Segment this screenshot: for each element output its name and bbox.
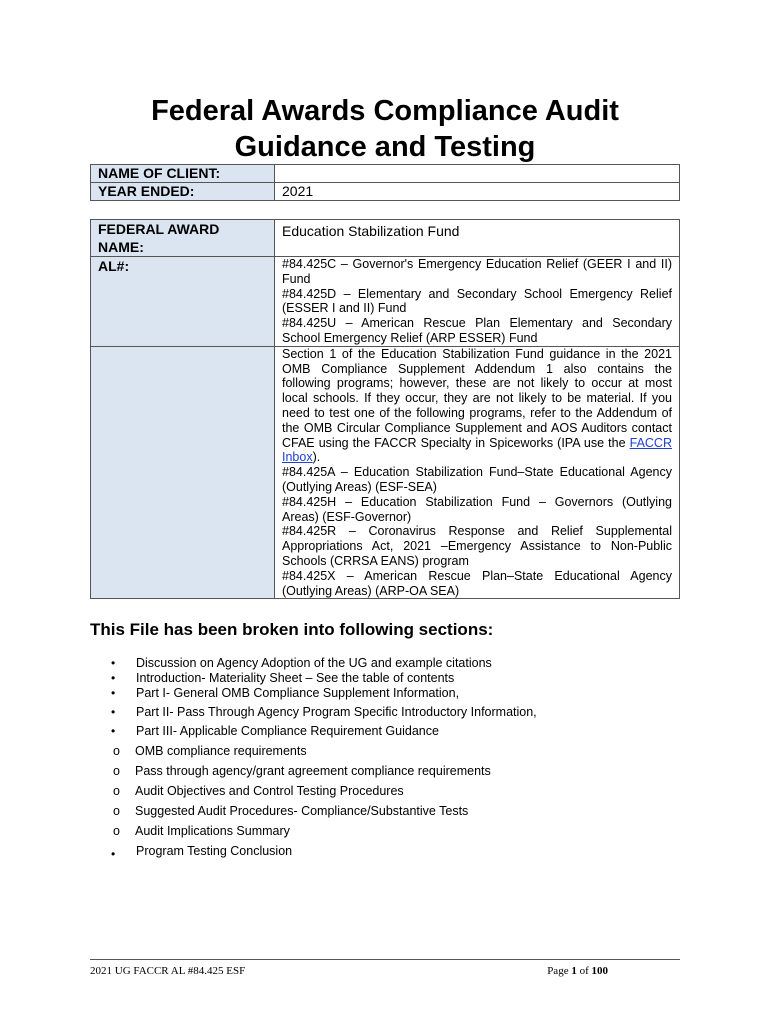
- footer-document-id: 2021 UG FACCR AL #84.425 ESF: [90, 965, 246, 977]
- client-info-table: [90, 164, 680, 201]
- sub-bullet-icon: o: [113, 744, 120, 758]
- list-item: [90, 656, 680, 671]
- bullet-icon: •: [111, 705, 116, 719]
- bullet-icon: •: [111, 724, 116, 738]
- sub-list-item: [90, 821, 680, 841]
- al-item-84-425r: #84.425R – Coronavirus Response and Relief Supplemental Appropriations Act, 2021 –Emergency Assistance to Non-Public Schools (CRRSA EANS) program: [282, 524, 672, 568]
- award-name-value: Education Stabilization Fund: [275, 220, 680, 257]
- list-item-text: Part II- Pass Through Agency Program Specific Introductory Information,: [136, 705, 537, 719]
- bullet-icon: •: [111, 671, 116, 685]
- sub-list-item: [90, 761, 680, 781]
- section-note-end: ).: [312, 450, 321, 465]
- al-number-label: AL#:: [91, 257, 275, 347]
- sub-list: [90, 741, 680, 841]
- list-item: [90, 724, 680, 841]
- list-item: [90, 686, 680, 701]
- client-name-label: NAME OF CLIENT:: [91, 165, 275, 183]
- page-word: Page: [547, 965, 572, 977]
- year-ended-label: YEAR ENDED:: [91, 183, 275, 201]
- award-name-label-line-1: FEDERAL AWARD: [98, 221, 220, 237]
- other-programs-text: [275, 346, 680, 599]
- client-name-row: [91, 165, 680, 183]
- al-item-84-425c: #84.425C – Governor's Emergency Education Relief (GEER I and II) Fund: [282, 257, 672, 286]
- sub-list-item-text: Audit Implications Summary: [135, 824, 290, 838]
- list-item: [90, 671, 680, 686]
- page-footer: [90, 959, 680, 977]
- award-name-label: [91, 220, 275, 257]
- list-item: [90, 841, 680, 861]
- bullet-icon: •: [111, 656, 116, 670]
- document-title: [0, 93, 770, 165]
- sections-heading: This File has been broken into following sections:: [90, 620, 494, 639]
- faccr-inbox-link[interactable]: FACCR Inbox: [282, 435, 672, 465]
- section-note-text: Section 1 of the Education Stabilization Fund guidance in the 2021 OMB Compliance Supplement Addendum 1 also contains the following programs; however, these are not likely to occur at most local schools. If they occur, they are not likely to be material. If you need to test one of the following programs, refer to the Addendum of the OMB Circular Compliance Supplement and AOS Auditors contact CFAE using the FACCR Specialty in Spiceworks (IPA use the: [282, 346, 672, 450]
- sub-bullet-icon: o: [113, 804, 120, 818]
- list-item-text: Introduction- Materiality Sheet – See the table of contents: [136, 671, 455, 685]
- sub-list-item-text: OMB compliance requirements: [135, 744, 307, 758]
- al-item-84-425a: #84.425A – Education Stabilization Fund–State Educational Agency (Outlying Areas) (ESF-SEA): [282, 465, 672, 494]
- al-item-84-425h: #84.425H – Education Stabilization Fund – Governors (Outlying Areas) (ESF-Governor): [282, 494, 672, 524]
- page-current: 1: [571, 965, 577, 977]
- list-item-text: Discussion on Agency Adoption of the UG and example citations: [136, 656, 492, 670]
- sub-list-item: [90, 741, 680, 761]
- page-total: 100: [591, 965, 608, 977]
- sub-list-item: [90, 781, 680, 801]
- al-number-list: [275, 257, 680, 347]
- award-info-table: [90, 219, 680, 599]
- al-number-row: [91, 257, 680, 347]
- al-item-84-425d: #84.425D – Elementary and Secondary School Emergency Relief (ESSER I and II) Fund: [282, 286, 672, 316]
- bullet-icon: •: [111, 847, 116, 861]
- al-item-84-425x: #84.425X – American Rescue Plan–State Educational Agency (Outlying Areas) (ARP-OA SEA): [282, 568, 672, 598]
- sub-list-item: [90, 801, 680, 821]
- sub-list-item-text: Suggested Audit Procedures- Compliance/Substantive Tests: [135, 804, 469, 818]
- list-item-text: Program Testing Conclusion: [136, 844, 293, 858]
- section-note: [282, 347, 672, 465]
- al-item-84-425u: #84.425U – American Rescue Plan Elementary and Secondary School Emergency Relief (ARP ESSER) Fund: [282, 316, 672, 345]
- year-ended-value: 2021: [275, 183, 680, 201]
- sub-bullet-icon: o: [113, 764, 120, 778]
- sub-bullet-icon: o: [113, 824, 120, 838]
- award-name-row: [91, 220, 680, 257]
- other-programs-label: [91, 346, 275, 599]
- list-item: [90, 705, 680, 720]
- title-line-1: Federal Awards Compliance Audit: [151, 95, 619, 127]
- title-line-2: Guidance and Testing: [234, 131, 536, 163]
- sub-list-item-text: Pass through agency/grant agreement compliance requirements: [135, 764, 491, 778]
- sub-bullet-icon: o: [113, 784, 120, 798]
- other-programs-row: [91, 346, 680, 599]
- award-name-label-line-2: NAME:: [98, 239, 144, 255]
- sub-list-item-text: Audit Objectives and Control Testing Procedures: [135, 784, 404, 798]
- list-item-text: Part III- Applicable Compliance Requirement Guidance: [136, 724, 439, 738]
- bullet-icon: •: [111, 686, 116, 700]
- year-ended-row: [91, 183, 680, 201]
- page-number: [547, 965, 608, 977]
- client-name-value: [275, 165, 680, 183]
- sections-list: [90, 656, 680, 861]
- list-item-text: Part I- General OMB Compliance Supplement Information,: [136, 686, 460, 700]
- of-word: of: [576, 965, 592, 977]
